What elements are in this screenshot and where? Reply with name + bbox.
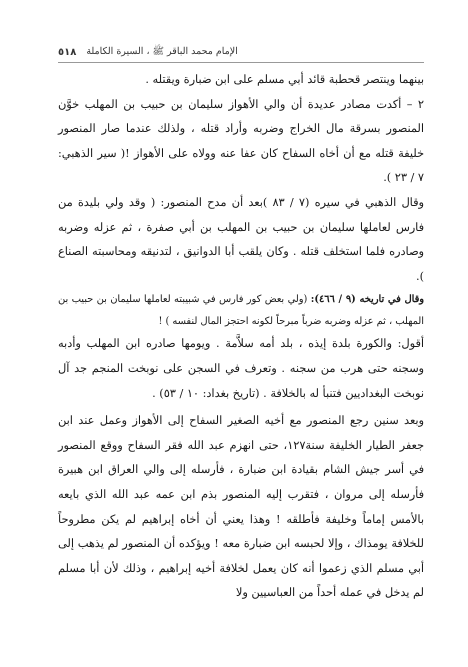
paragraph-4-text: (ولي بعض كور فارس في شبيبته لعاملها سليمان بن حبيب بن المهلب ، ثم عزله وضربه ضرباً مبرحاً لكونه احتجز المال لنفسه ) ! [58,294,424,327]
header-divider [58,62,424,63]
paragraph-3: وقال الذهبي في سيره (٧ / ٨٣ )بعد أن مدح المنصور: ( وقد ولي بليدة من فارس لعاملها سليمان بن حبيب بن المهلب بن أبي صفرة ، ثم عزله وضربه وصادره فلما استخلف قتله . وكان يلقب أبا الدوانيق ، لتدنيقه ومحاسبته الصناع ). [58,195,424,283]
paragraph-4 [58,289,424,332]
paragraph-5: أقول: والكورة بلدة إيذه ، بلد أمه سلاَّمة . ويومها صادره ابن المهلب وأدبه وسجنه حتى هرب من سجنه . وتعرف في السجن على نوبخت المنجم جد آل نوبخت البغداديين فتنبأ له بالخلافة . (تاريخ بغداد: ١٠ / ٥٣) . [58,337,424,400]
paragraph-6: وبعد سنين رجع المنصور مع أخيه الصغير السفاح إلى الأهواز وعمل عند ابن جعفر الطيار الخليفة سنة١٢٧، حتى انهزم عبد الله فقر السفاح ووقع المنصور في أسر جيش الشام بقيادة ابن ضبارة ، فأرسله إلى والي العراق ابن هبيرة فأرسله إلى مروان ، فتقرب إليه المنصور بذم ابن عمه عبد الله الذي بايعه بالأمس إماماً وخليفة فأطلقه ! وهذا يعني أن أخاه إبراهيم لم يكن مطروحاً للخلافة يومذاك ، وإلا لحبسه ابن ضبارة معه ! ويؤكده أن المنصور لم يذهب إلى أبي مسلم الذي زعموا أنه كان يعمل لخلافة أخيه إبراهيم ، وذلك لأن أبا مسلم لم يدخل في عمله أحداً من العباسيين ولا [58,414,424,600]
paragraph-2: ٢ – أكدت مصادر عديدة أن والي الأهواز سليمان بن حبيب بن المهلب خوَّن المنصور بسرقة مال الخراج وضربه وأراد قتله ، ولذلك عندما صار المنصور خليفة قتله مع أن أخاه السفاح كان عفا عنه وولاه على الأهواز !( سير الذهبي: ٧ / ٢٣ ). [58,97,424,185]
paragraph-1: بينهما وينتصر قحطبة قائد أبي مسلم على ابن ضبارة ويقتله . [145,73,424,86]
running-title: الإمام محمد الباقر ﷺ ، السيرة الكاملة [86,46,238,57]
paragraph-4-citation: وقال في تاريخه (٩ / ٤٦٦): [310,294,424,306]
page-number: ٥١٨ [58,46,77,58]
page-body [58,68,424,606]
page-header [58,44,424,60]
